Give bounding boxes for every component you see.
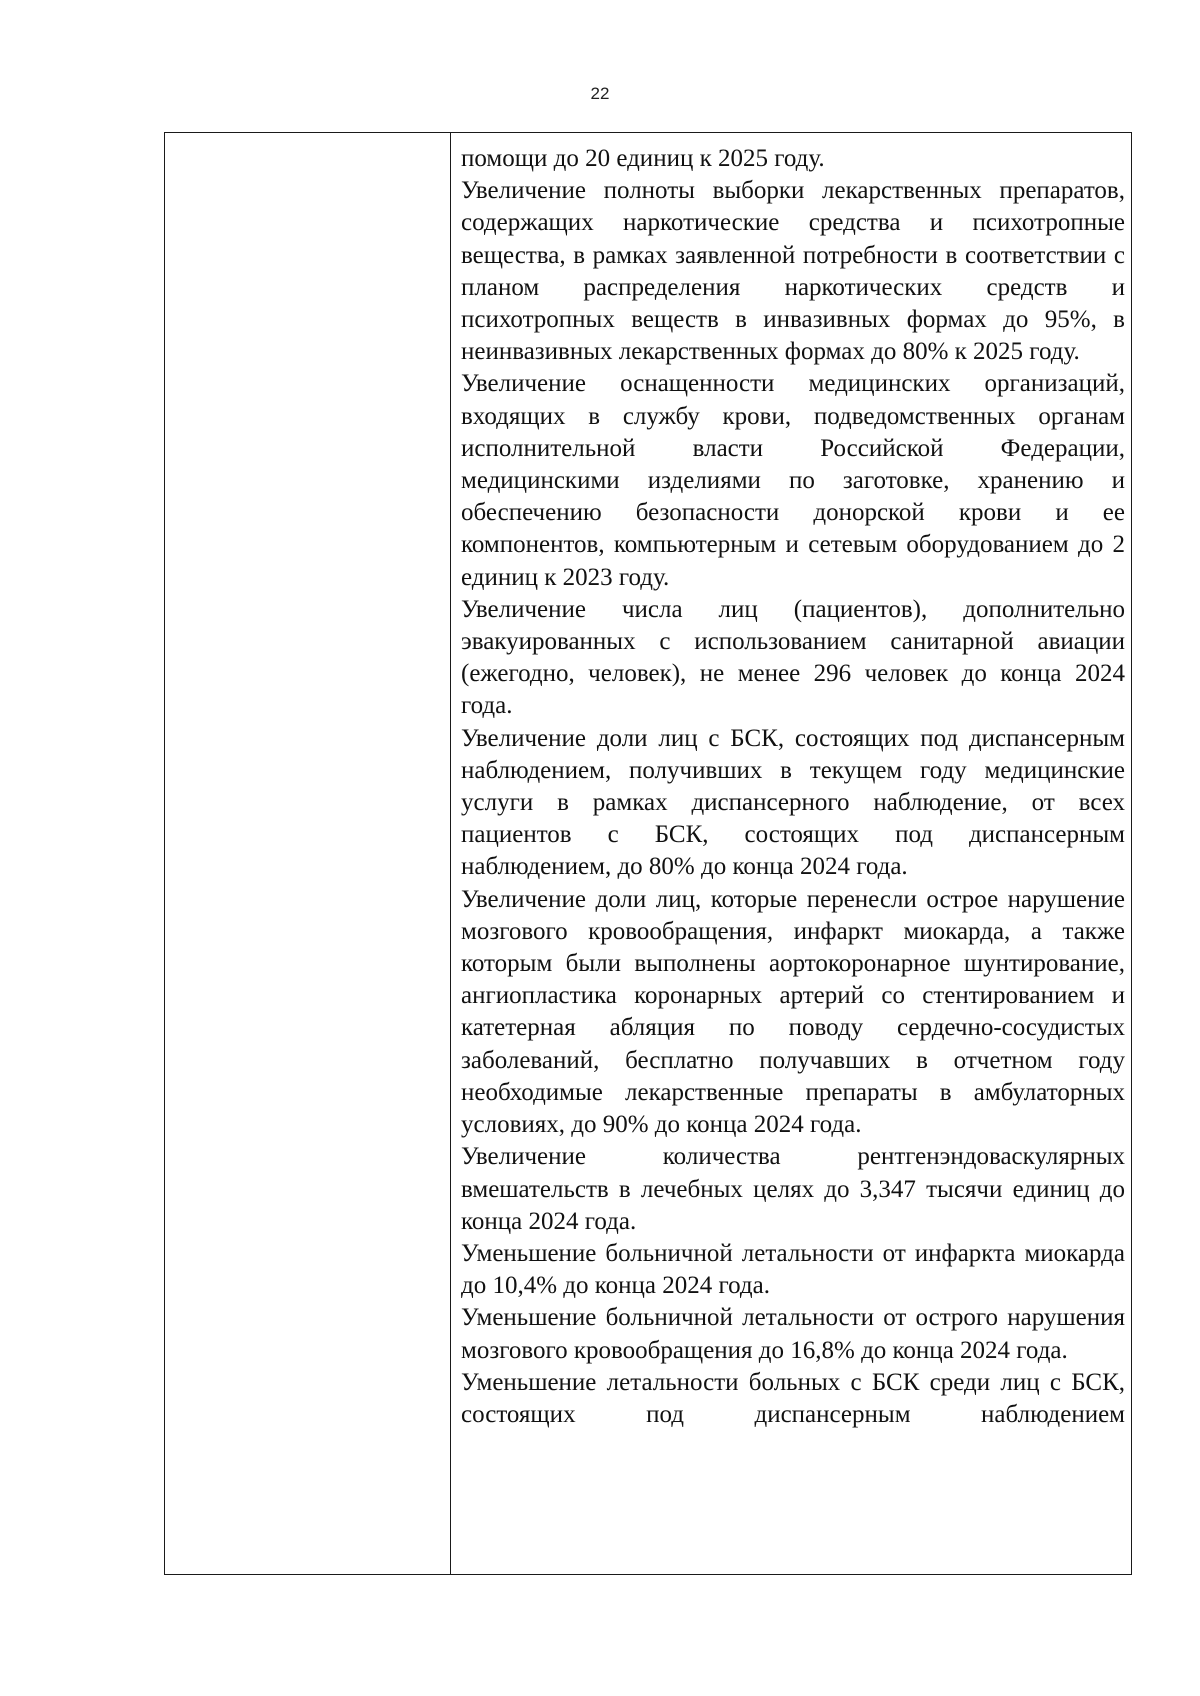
- column-divider: [450, 133, 451, 1574]
- paragraph-sanitary-aviation: Увеличение числа лиц (пациентов), дополнительно эвакуированных с использованием санитарной авиации (ежегодно, человек), не менее 296 человек до конца 2024 года.: [461, 595, 1125, 720]
- page-number: 22: [590, 84, 610, 103]
- paragraph-narcotic-drugs: Увеличение полноты выборки лекарственных препаратов, содержащих наркотические средства и психотропные вещества, в рамках заявленной потребности в соответствии с планом распределения наркотических средств и психотропных веществ в инвазивных формах до 95%, в неинвазивных лекарственных формах до 80% к 2025 году.: [461, 177, 1125, 366]
- paragraph-infarction-mortality: Уменьшение больничной летальности от инфаркта миокарда до 10,4% до конца 2024 года.: [461, 1239, 1125, 1300]
- paragraph-endovascular: Увеличение количества рентгенэндоваскулярных вмешательств в лечебных целях до 3,347 тысячи единиц до конца 2024 года.: [461, 1143, 1125, 1235]
- paragraph-free-medication: Увеличение доли лиц, которые перенесли острое нарушение мозгового кровообращения, инфаркт миокарда, а также которым были выполнены аортокоронарное шунтирование, ангиопластика коронарных артерий со стентированием и катетерная абляция по поводу сердечно-сосудистых заболеваний, бесплатно получавших в отчетном году необходимые лекарственные препараты в амбулаторных условиях, до 90% до конца 2024 года.: [461, 885, 1125, 1139]
- paragraph-blood-service: Увеличение оснащенности медицинских организаций, входящих в службу крови, подведомственных органам исполнительной власти Российской Федерации, медицинскими изделиями по заготовке, хранению и обеспечению безопасности донорской крови и ее компонентов, компьютерным и сетевым оборудованием до 2 единиц к 2023 году.: [461, 370, 1125, 591]
- table-right-cell: [461, 143, 1125, 1431]
- paragraph-continued: помощи до 20 единиц к 2025 году.: [461, 145, 825, 172]
- paragraph-bsk-dispensary: Увеличение доли лиц с БСК, состоящих под диспансерным наблюдением, получивших в текущем году медицинские услуги в рамках диспансерного наблюдение, от всех пациентов с БСК, состоящих под диспансерным наблюдением, до 80% до конца 2024 года.: [461, 724, 1125, 881]
- paragraph-stroke-mortality: Уменьшение больничной летальности от острого нарушения мозгового кровообращения до 16,8% до конца 2024 года.: [461, 1304, 1125, 1364]
- paragraph-bsk-mortality: Уменьшение летальности больных с БСК среди лиц с БСК, состоящих под диспансерным наблюдением: [461, 1368, 1125, 1428]
- table-left-cell: [165, 133, 450, 1574]
- document-table: [164, 132, 1132, 1575]
